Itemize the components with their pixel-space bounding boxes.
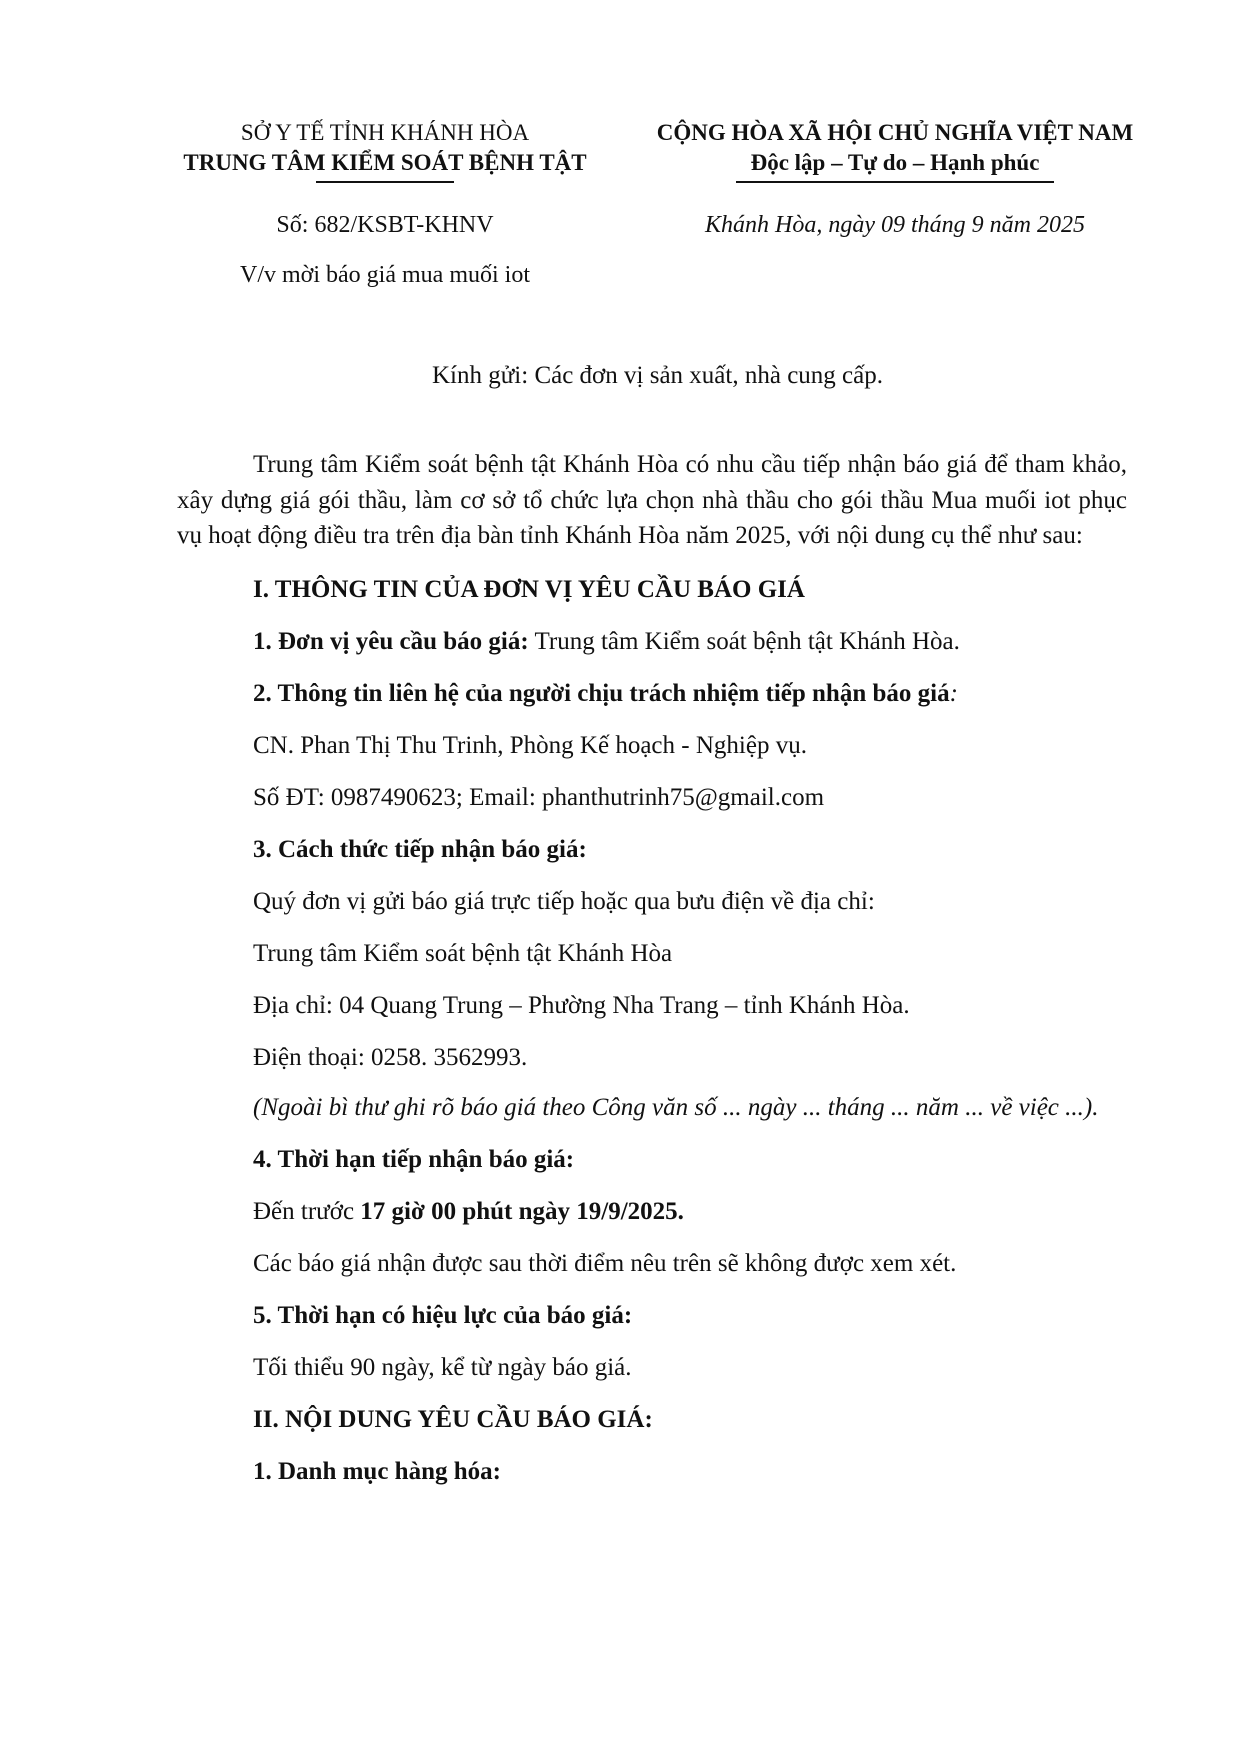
contact-label-colon: : (949, 679, 958, 707)
recipient-line: Kính gửi: Các đơn vị sản xuất, nhà cung cấp. (432, 362, 883, 389)
deadline-line (177, 1186, 1127, 1238)
contact-heading (177, 668, 1127, 720)
issuer-underline (316, 181, 454, 183)
receiving-address: Địa chỉ: 04 Quang Trung – Phường Nha Trang – tỉnh Khánh Hòa. (253, 991, 910, 1019)
issuer-department: SỞ Y TẾ TỈNH KHÁNH HÒA (240, 120, 530, 145)
envelope-note: (Ngoài bì thư ghi rõ báo giá theo Công văn số ... ngày ... tháng ... năm ... về việc ...). (253, 1093, 1099, 1121)
contact-label: 2. Thông tin liên hệ của người chịu trách nhiệm tiếp nhận báo giá (253, 679, 950, 707)
contact-phone-email: Số ĐT: 0987490623; Email: phanthutrinh75@gmail.com (253, 783, 825, 811)
section-1-title: I. THÔNG TIN CỦA ĐƠN VỊ YÊU CẦU BÁO GIÁ (253, 575, 805, 603)
receipt-method-text: Quý đơn vị gửi báo giá trực tiếp hoặc qua bưu điện về địa chỉ: (253, 887, 875, 915)
requester-line (177, 616, 1127, 668)
validity-text: Tối thiểu 90 ngày, kể từ ngày báo giá. (253, 1353, 632, 1381)
national-motto: Độc lập – Tự do – Hạnh phúc (750, 150, 1040, 175)
issuer-center: TRUNG TÂM KIỂM SOÁT BỆNH TẬT (183, 150, 587, 175)
receiving-organization: Trung tâm Kiểm soát bệnh tật Khánh Hòa (253, 939, 673, 967)
contact-name: CN. Phan Thị Thu Trinh, Phòng Kế hoạch - Nghiệp vụ. (253, 731, 807, 759)
document-subject: V/v mời báo giá mua muối iot (240, 262, 530, 288)
requester-value: Trung tâm Kiểm soát bệnh tật Khánh Hòa. (528, 627, 960, 655)
validity-heading: 5. Thời hạn có hiệu lực của báo giá: (253, 1301, 633, 1329)
intro-paragraph: Trung tâm Kiểm soát bệnh tật Khánh Hòa có nhu cầu tiếp nhận báo giá để tham khảo, xây dựng giá gói thầu, làm cơ sở tổ chức lựa chọn nhà thầu cho gói thầu Mua muối iot phục vụ hoạt động điều tra trên địa bàn tỉnh Khánh Hòa năm 2025, với nội dung cụ thể như sau: (177, 451, 1127, 549)
national-title-block (630, 118, 1160, 183)
requester-label: 1. Đơn vị yêu cầu báo giá: (253, 627, 529, 655)
deadline-value: 17 giờ 00 phút ngày 19/9/2025. (360, 1197, 684, 1225)
receiving-phone: Điện thoại: 0258. 3562993. (253, 1043, 528, 1071)
section-2-title: II. NỘI DUNG YÊU CẦU BÁO GIÁ: (253, 1405, 653, 1433)
receipt-method-heading: 3. Cách thức tiếp nhận báo giá: (253, 835, 587, 863)
motto-underline (736, 181, 1054, 183)
deadline-prefix: Đến trước (253, 1197, 361, 1225)
goods-list-heading: 1. Danh mục hàng hóa: (253, 1457, 501, 1485)
document-date: Khánh Hòa, ngày 09 tháng 9 năm 2025 (705, 212, 1085, 238)
late-submission-note: Các báo giá nhận được sau thời điểm nêu trên sẽ không được xem xét. (253, 1249, 957, 1277)
issuer-block (160, 118, 610, 183)
deadline-heading: 4. Thời hạn tiếp nhận báo giá: (253, 1145, 575, 1173)
national-title: CỘNG HÒA XÃ HỘI CHỦ NGHĨA VIỆT NAM (656, 120, 1134, 145)
document-number: Số: 682/KSBT-KHNV (276, 212, 494, 238)
document-body (177, 447, 1127, 1498)
